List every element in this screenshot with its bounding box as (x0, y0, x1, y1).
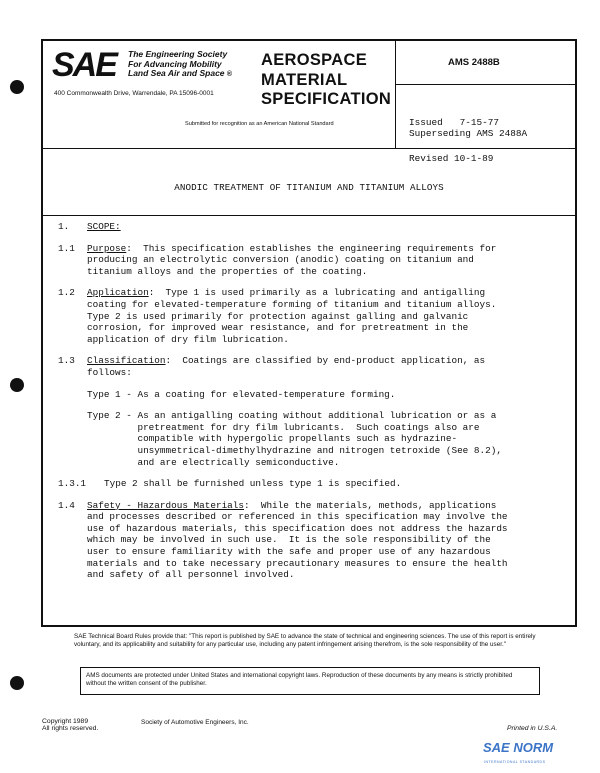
section-number: 1.2 (58, 287, 75, 299)
issue-dates (409, 93, 499, 189)
section-number: 1.1 (58, 242, 75, 254)
sae-address: 400 Commonwealth Drive, Warrendale, PA 15096-0001 (54, 90, 214, 97)
specification-body (58, 221, 568, 591)
paragraph-line: and safety of all personnel involved. (87, 569, 295, 581)
paragraph-line: materials and to take necessary precautionary measures to ensure the health (87, 557, 508, 569)
paragraph-line: pretreatment for dry film lubricants. Such coatings also are (87, 421, 480, 433)
section-heading: Application (87, 287, 149, 299)
section-number: 1.3 (58, 355, 75, 367)
tagline-line-2: For Advancing Mobility (128, 58, 222, 69)
watermark-logo: SAE NORM (483, 740, 554, 755)
issued-date: Issued 7-15-77 (409, 117, 500, 128)
doc-type-line-1: AEROSPACE (261, 51, 367, 69)
society-name: Society of Automotive Engineers, Inc. (141, 719, 249, 726)
paragraph-line: corrosion, for improved wear resistance, and for pretreatment in the (87, 322, 469, 334)
superseding: Superseding AMS 2488A (409, 128, 528, 139)
section-1-1 (58, 243, 568, 278)
ams-number-divider (395, 84, 575, 85)
section-1-3 (58, 355, 568, 378)
title-divider (43, 215, 575, 216)
section-1-3-1 (58, 478, 568, 490)
header-vertical-divider (395, 41, 396, 148)
section-1-2 (58, 287, 568, 345)
watermark-subtitle: INTERNATIONAL STANDARDS (484, 760, 546, 764)
sae-logo-mark: SAE (52, 46, 116, 84)
section-number: 1. (58, 221, 70, 232)
tagline-line-3: Land Sea Air and Space ® (128, 68, 233, 78)
paragraph-line: Type 2 - As an antigalling coating without additional lubrication or as a (87, 410, 497, 422)
binder-hole-top (10, 80, 24, 94)
paragraph-line: Type 2 shall be furnished unless type 1 is specified. (104, 478, 402, 490)
section-heading: Safety - Hazardous Materials (87, 499, 245, 511)
section-number: 1.4 (58, 499, 75, 511)
paragraph-line: compatible with hypergolic propellants such as hydrazine- (87, 433, 458, 445)
revised-date: Revised 10-1-89 (409, 153, 494, 164)
copyright-year: Copyright 1989 (42, 718, 89, 725)
section-number: 1.3.1 (58, 478, 87, 490)
paragraph-line: titanium alloys and the properties of the coating. (87, 265, 368, 277)
paragraph-line: Type 1 - As a coating for elevated-temperature forming. (87, 388, 396, 400)
document-type (261, 51, 391, 110)
submitted-note: Submitted for recognition as an American National Standard (185, 121, 334, 127)
section-heading: Classification (87, 355, 166, 367)
type-2-definition (58, 410, 568, 468)
paragraph-line: : Coatings are classified by end-product application, as (165, 355, 486, 367)
copyright-notice-box: AMS documents are protected under United States and international copyright laws. Reproduction of these documents by any means is strictly prohibited without the written consent of the publisher. (80, 667, 540, 695)
ams-number: AMS 2488B (448, 57, 500, 68)
registered-mark: ® (226, 71, 233, 78)
paragraph-line: use of hazardous materials, this specification does not address the hazards (87, 522, 508, 534)
paragraph-line: user to ensure familiarity with the safe and proper use of any hazardous (87, 546, 491, 558)
sae-tagline (128, 50, 258, 80)
section-1 (58, 221, 568, 233)
paragraph-line: and are electrically semiconductive. (87, 456, 340, 468)
section-1-4 (58, 500, 568, 581)
board-rules-notice: SAE Technical Board Rules provide that: "This report is published by SAE to advance the state of technical and engineering sciences. The use of this report is entirely voluntary, and its applicability and suitability for any particular use, including any patent infringement arising therefrom, is the sole responsibility of the user." (74, 633, 536, 648)
paragraph-line: follows: (87, 366, 132, 378)
paragraph-line: Type 2 is used primarily for protection against galling and galvanic (87, 310, 469, 322)
paragraph-line: : While the materials, methods, applications (244, 499, 497, 511)
document-title: ANODIC TREATMENT OF TITANIUM AND TITANIUM ALLOYS (174, 182, 444, 193)
paragraph-line: application of dry film lubrication. (87, 333, 289, 345)
paragraph-line: which may be involved in such use. It is the sole responsibility of the (87, 534, 491, 546)
section-heading: SCOPE: (87, 221, 121, 232)
tagline-line-1: The Engineering Society (128, 49, 228, 59)
copyright-block (42, 718, 98, 732)
paragraph-line: producing an electrolytic conversion (anodic) coating on titanium and (87, 254, 474, 266)
spec-frame (41, 39, 577, 627)
rights-reserved: All rights reserved. (42, 725, 99, 733)
binder-hole-bottom (10, 676, 24, 690)
doc-type-line-2: MATERIAL (261, 70, 348, 89)
paragraph-line: coating for elevated-temperature forming of titanium and titanium alloys. (87, 298, 497, 310)
printed-in: Printed in U.S.A. (507, 725, 558, 732)
binder-hole-middle (10, 378, 24, 392)
type-1-definition (58, 389, 568, 401)
section-heading: Purpose (87, 242, 127, 254)
doc-type-line-3: SPECIFICATION (261, 90, 392, 108)
paragraph-line: : This specification establishes the engineering requirements for (126, 242, 497, 254)
paragraph-line: : Type 1 is used primarily as a lubricating and antigalling (148, 287, 486, 299)
paragraph-line: unsymmetrical-dimethylhydrazine and nitrogen tetroxide (See 8.2), (87, 444, 502, 456)
paragraph-line: and processes described or referenced in this specification may involve the (87, 511, 508, 523)
